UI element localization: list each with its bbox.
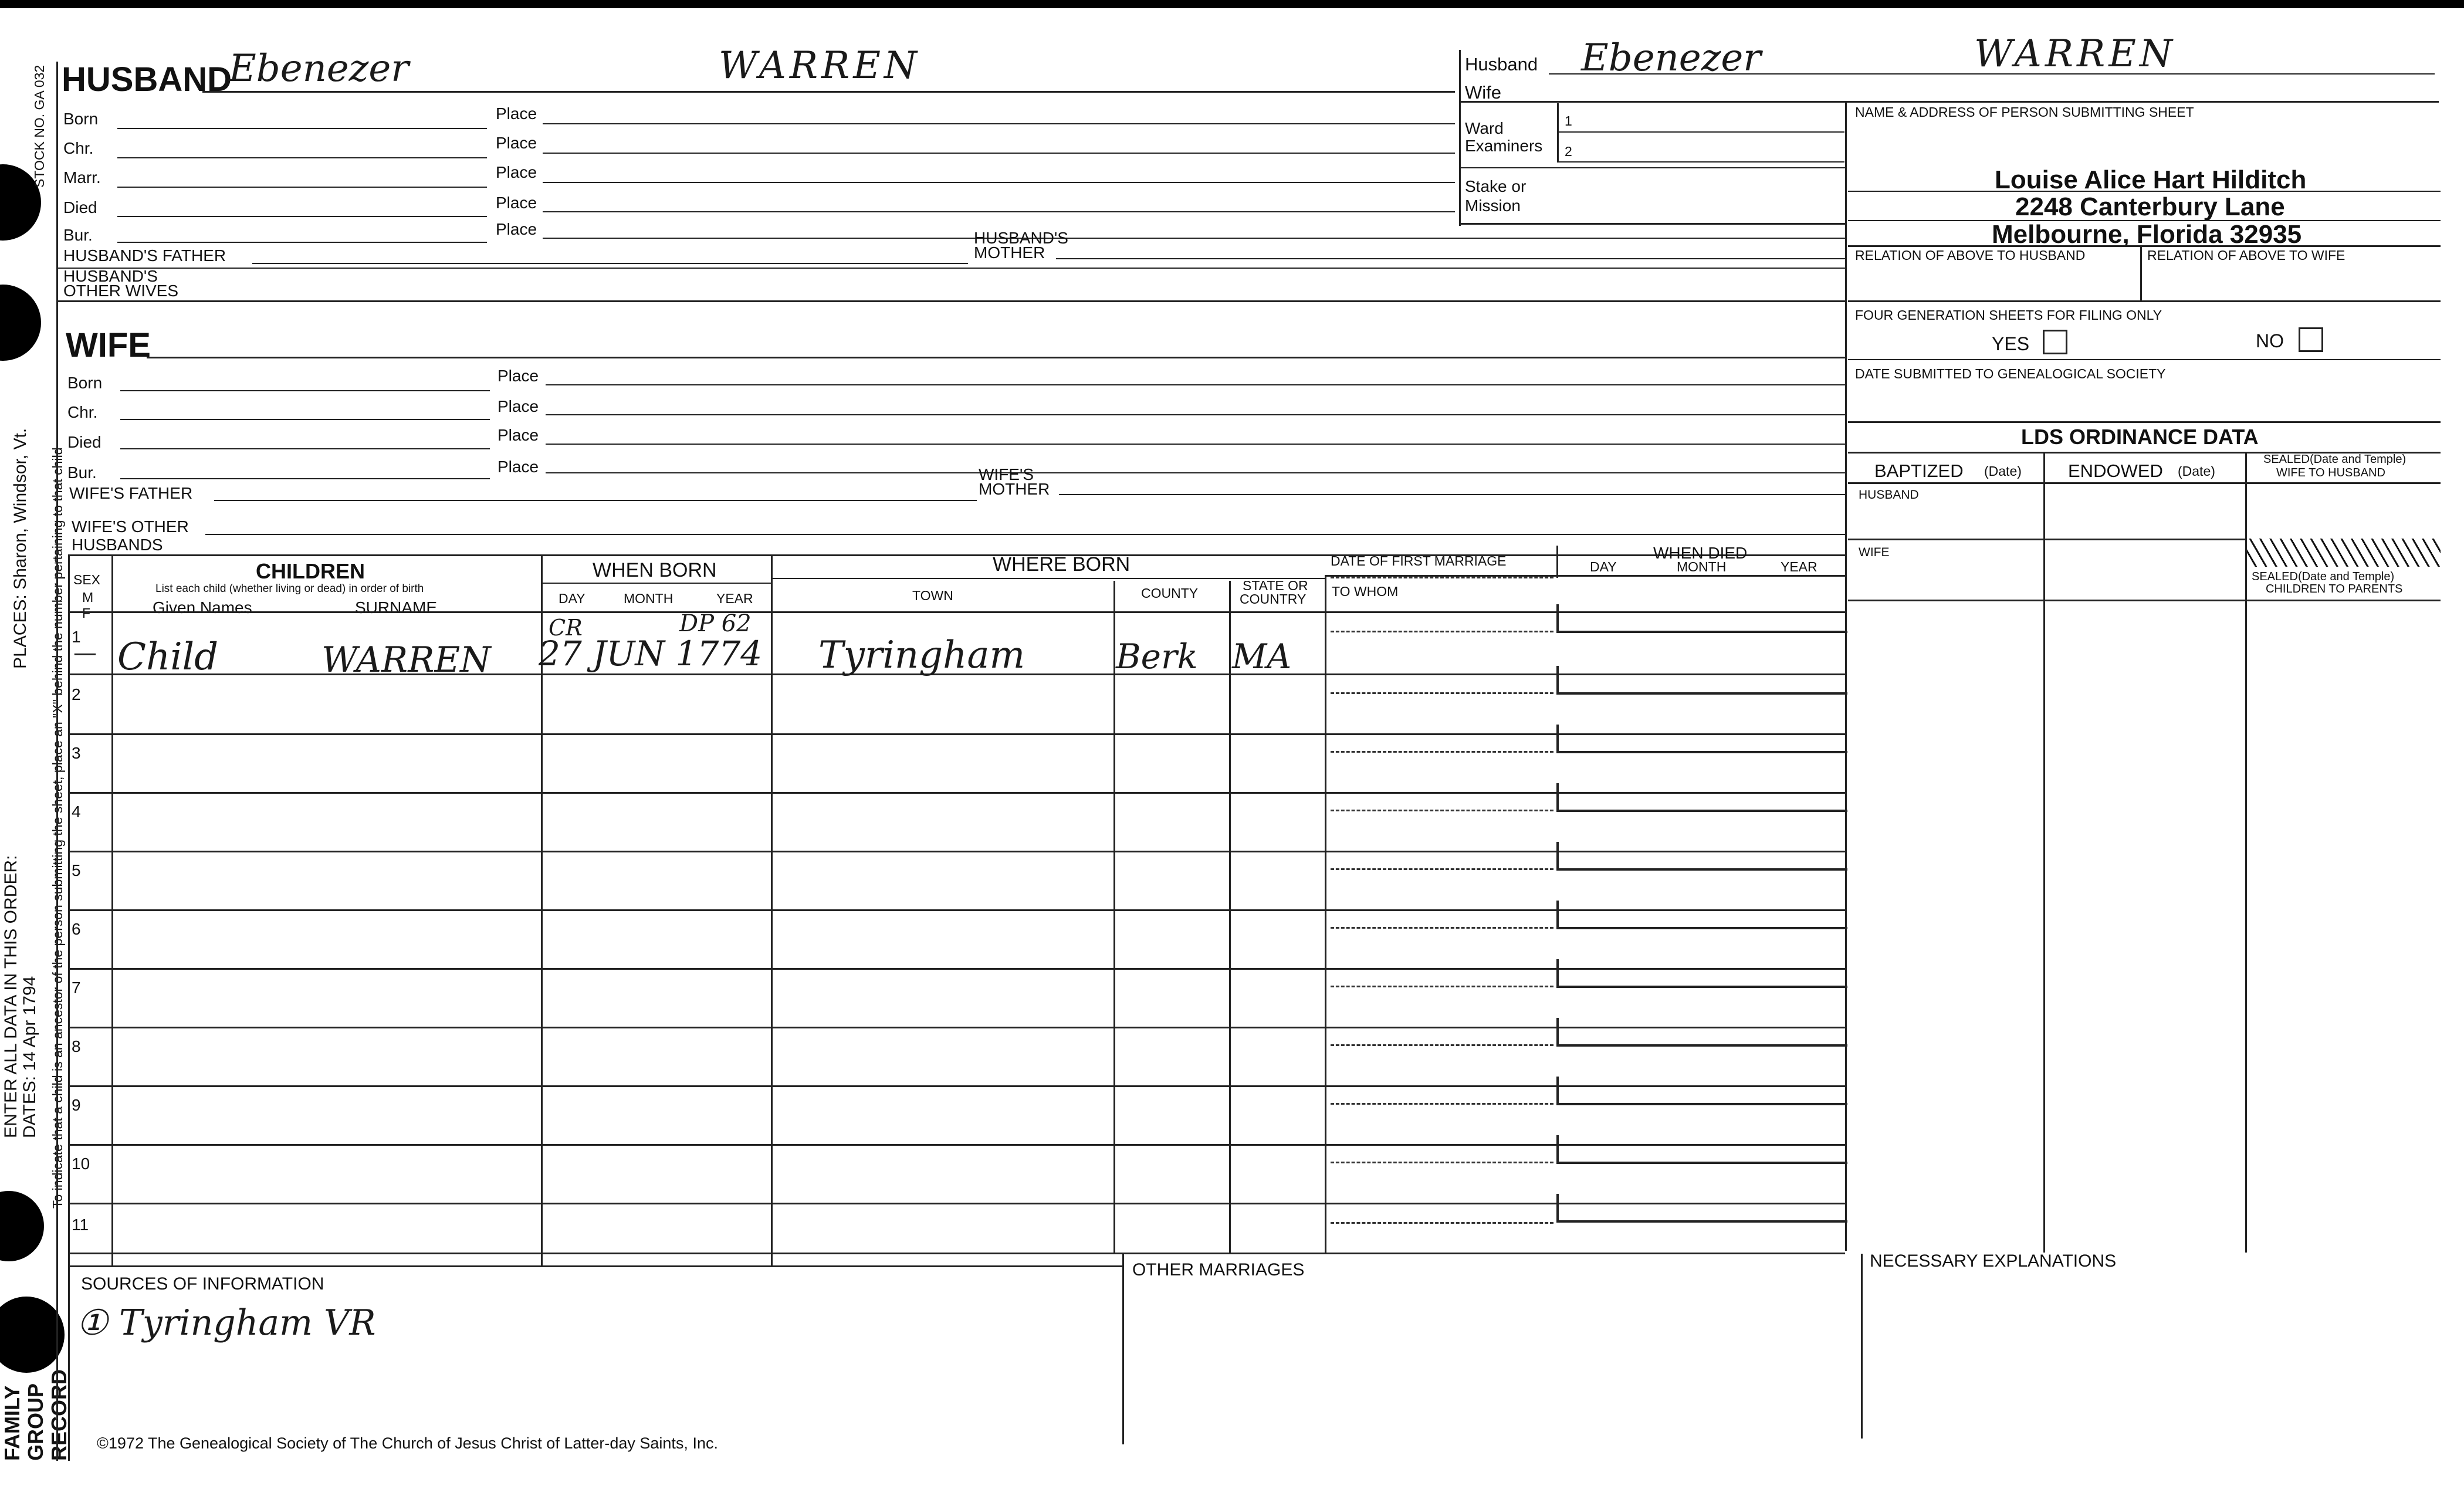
husband-died-place-line: [543, 211, 1455, 212]
died-date-bracket: [1556, 604, 1847, 633]
husband-mother-label-2: MOTHER: [974, 243, 1045, 262]
dates-note: DATES: 14 Apr 1794: [20, 976, 39, 1138]
punch-hole: [0, 1191, 44, 1261]
date-submitted-label: DATE SUBMITTED TO GENEALOGICAL SOCIETY: [1855, 366, 2166, 381]
top-husband-label: Husband: [1465, 54, 1538, 75]
footer-top: [68, 1265, 1122, 1267]
row-number: 3: [72, 744, 81, 762]
lds-sealed-children-word: SEALED: [2252, 570, 2298, 583]
husband-other-wives-label-1: HUSBAND'S: [63, 267, 158, 285]
husband-died-label: Died: [63, 198, 97, 216]
wife-name-line: [147, 357, 1845, 358]
lds-husband-label: HUSBAND: [1859, 488, 1919, 502]
husband-other-wives-top: [57, 268, 1845, 269]
submitter-bottom: [1848, 245, 2441, 247]
husband-other-wives-label-2: OTHER WIVES: [63, 282, 179, 300]
wife-father-label: WIFE'S FATHER: [69, 484, 193, 502]
top-husband-surname[interactable]: WARREN: [1974, 32, 2176, 76]
born-year-header: YEAR: [716, 591, 753, 606]
died-date-bracket: [1556, 1194, 1847, 1223]
husband-born-line: [117, 128, 487, 129]
lds-endowed-header: ENDOWED: [2068, 461, 2163, 481]
husband-marr-place-line: [543, 182, 1455, 183]
lds-sealed-children-2: CHILDREN TO PARENTS: [2266, 583, 2403, 595]
punch-hole: [0, 1297, 65, 1373]
row-number: 7: [72, 979, 81, 997]
husband-bur-place-line: [543, 238, 1845, 239]
form-left-border: [56, 62, 58, 1461]
col-town-divider: [1113, 581, 1115, 1253]
husband-died-place-label: Place: [496, 194, 537, 212]
ward-2-number: 2: [1565, 144, 1572, 159]
born-month-header: MONTH: [624, 591, 673, 606]
marriage-date-dash: [1331, 1162, 1553, 1163]
husband-born-place-line: [543, 123, 1455, 124]
given-names-header: Given Names: [153, 598, 252, 617]
ward-divider: [1557, 103, 1559, 162]
enter-all-order: ENTER ALL DATA IN THIS ORDER:: [1, 855, 21, 1138]
lds-title: LDS ORDINANCE DATA: [2021, 425, 2259, 449]
relation-husband-label: RELATION OF ABOVE TO HUSBAND: [1855, 248, 2086, 263]
husband-chr-place-line: [543, 153, 1455, 154]
wife-died-place-line: [546, 444, 1845, 445]
wife-other-husbands-line: [205, 534, 1845, 535]
town-header: TOWN: [912, 588, 953, 603]
row-number: 11: [72, 1216, 89, 1234]
top-right-box-left: [1459, 50, 1461, 226]
footer-left: [68, 1267, 70, 1461]
four-gen-no-label: NO: [2256, 330, 2284, 351]
source-entry[interactable]: ① Tyringham VR: [76, 1302, 376, 1343]
lds-sealed-header-2: WIFE TO HUSBAND: [2276, 466, 2385, 479]
sources-label: SOURCES OF INFORMATION: [81, 1274, 324, 1294]
row-line: [68, 1253, 1845, 1254]
died-day-header: DAY: [1590, 559, 1617, 574]
row-number: 1: [72, 628, 81, 646]
wife-died-line: [120, 448, 490, 449]
row-number: 5: [72, 861, 81, 879]
necessary-explanations-label: NECESSARY EXPLANATIONS: [1870, 1251, 2117, 1271]
marriage-date-dash: [1331, 1044, 1553, 1046]
submitter-label: NAME & ADDRESS OF PERSON SUBMITTING SHEET: [1855, 104, 2194, 120]
stake-bottom-line: [1459, 223, 1845, 225]
child-1-birth-date[interactable]: 27 JUN 1774: [539, 634, 763, 673]
died-date-bracket: [1556, 783, 1847, 812]
row-number: 4: [72, 803, 81, 821]
ward-2-line: [1557, 161, 1844, 163]
when-born-header-line: [541, 583, 771, 584]
stock-number: STOCK NO. GA 032: [32, 65, 47, 188]
when-born-header: WHEN BORN: [593, 559, 717, 581]
child-1-county[interactable]: Berk: [1116, 637, 1198, 676]
lds-baptized-date-note: (Date): [1984, 463, 2022, 479]
examiners-label: Examiners: [1465, 137, 1543, 155]
husband-died-line: [117, 216, 487, 217]
marriage-date-dash: [1331, 927, 1553, 929]
died-date-bracket: [1556, 1077, 1847, 1105]
mission-label: Mission: [1465, 197, 1521, 215]
copyright-notice: ©1972 The Genealogical Society of The Church of Jesus Christ of Latter-day Saints, Inc.: [97, 1434, 718, 1452]
sex-f: F: [82, 605, 91, 621]
child-1-state[interactable]: MA: [1232, 637, 1292, 676]
wife-born-place-line: [546, 384, 1845, 385]
submitter-name: Louise Alice Hart Hilditch: [1995, 165, 2307, 194]
died-date-bracket: [1556, 725, 1847, 753]
lds-sealed-word: SEALED: [2263, 453, 2310, 466]
lds-sealed-header-1: [2263, 453, 2406, 466]
lds-hatched-cell: [2247, 539, 2441, 567]
submitter-city: Melbourne, Florida 32935: [1992, 220, 2302, 249]
wife-born-place-label: Place: [497, 367, 539, 385]
lds-divider-2: [2245, 452, 2247, 1253]
husband-heading: HUSBAND: [62, 60, 232, 99]
wife-chr-line: [120, 419, 490, 420]
husband-bur-line: [117, 242, 487, 243]
row-number: 9: [72, 1096, 81, 1114]
stake-top-line: [1459, 167, 1845, 168]
punch-hole: [0, 285, 41, 361]
died-header-line: [1325, 575, 1845, 577]
wife-father-line: [214, 500, 977, 501]
four-gen-no-checkbox[interactable]: [2299, 327, 2323, 352]
lds-sealed-children-date-note: (Date and Temple): [2297, 570, 2395, 583]
wife-mother-label-1: WIFE'S: [979, 465, 1034, 483]
row-number: 10: [72, 1155, 90, 1173]
ward-1-number: 1: [1565, 113, 1572, 128]
husband-name-line: [202, 91, 1455, 93]
lds-endowed-date-note: (Date): [2178, 463, 2215, 479]
husband-born-label: Born: [63, 110, 99, 128]
marriage-date-dash: [1331, 986, 1553, 987]
record-label: RECORD: [47, 1369, 71, 1461]
wife-mother-label-2: MOTHER: [979, 480, 1050, 498]
first-marriage-header: DATE OF FIRST MARRIAGE: [1331, 553, 1507, 568]
col-died-divider: [1556, 546, 1558, 578]
sex-m: M: [82, 590, 94, 605]
marriage-date-dash: [1331, 1103, 1553, 1105]
child-1-sex[interactable]: —: [73, 639, 97, 666]
relation-bottom: [1848, 300, 2441, 302]
to-whom-header: TO WHOM: [1332, 584, 1399, 599]
lds-wife-bottom: [1848, 600, 2441, 601]
husband-chr-place-label: Place: [496, 134, 537, 152]
wife-other-husbands-label-1: WIFE'S OTHER: [72, 517, 189, 536]
lds-divider-1: [2043, 452, 2045, 1253]
submitter-street: 2248 Canterbury Lane: [2015, 192, 2285, 221]
group-label: GROUP: [23, 1383, 48, 1461]
places-note: PLACES: Sharon, Windsor, Vt.: [11, 428, 30, 669]
where-born-header: WHERE BORN: [993, 553, 1131, 576]
wife-chr-place-line: [546, 414, 1845, 415]
husband-section-bottom: [57, 300, 1845, 302]
husband-surname[interactable]: WARREN: [719, 44, 920, 87]
husband-marr-label: Marr.: [63, 168, 101, 187]
ancestor-instruction: To indicate that a child is an ancestor of the person submitting the sheet, place an "X" behind the number pertaining to that child: [50, 447, 65, 1209]
relation-wife-label: RELATION OF ABOVE TO WIFE: [2147, 248, 2345, 263]
surname-header: SURNAME: [355, 598, 438, 617]
marriage-date-dash: [1331, 631, 1553, 632]
marriage-date-dash: [1331, 810, 1553, 811]
state-header-1: STATE OR: [1243, 578, 1308, 593]
child-1-surname[interactable]: WARREN: [321, 639, 491, 681]
wife-other-husbands-label-2: HUSBANDS: [72, 536, 163, 554]
marriage-date-dash: [1331, 692, 1553, 694]
four-gen-bottom: [1848, 359, 2441, 360]
row-number: 2: [72, 685, 81, 703]
wife-bur-line: [120, 478, 490, 479]
husband-mother-label-1: HUSBAND'S: [974, 229, 1068, 247]
county-header: COUNTY: [1141, 585, 1199, 601]
top-wife-label: Wife: [1465, 82, 1501, 103]
child-1-cr-note[interactable]: CR: [549, 615, 583, 641]
wife-chr-place-label: Place: [497, 397, 539, 415]
husband-chr-line: [117, 157, 487, 158]
sex-header: SEX: [73, 572, 101, 587]
family-label: FAMILY: [0, 1385, 24, 1461]
other-marriages-label: OTHER MARRIAGES: [1132, 1260, 1305, 1280]
top-border: [0, 0, 2464, 8]
four-gen-label: FOUR GENERATION SHEETS FOR FILING ONLY: [1855, 307, 2162, 323]
wife-mother-line: [1059, 494, 1845, 495]
wife-died-place-label: Place: [497, 426, 539, 444]
lds-sealed-children-1: [2252, 570, 2394, 584]
died-year-header: YEAR: [1781, 559, 1817, 574]
marriage-date-dash: [1331, 1222, 1553, 1224]
stake-label: Stake or: [1465, 177, 1527, 195]
marriage-date-dash: [1331, 751, 1553, 753]
child-1-town[interactable]: Tyringham: [818, 634, 1025, 677]
wife-born-label: Born: [67, 374, 103, 392]
four-gen-yes-label: YES: [1992, 333, 2030, 354]
husband-marr-place-label: Place: [496, 163, 537, 181]
wife-bur-place-line: [546, 472, 1845, 473]
date-submitted-bottom: [1848, 421, 2441, 423]
died-date-bracket: [1556, 842, 1847, 871]
top-wife-line: [1459, 101, 2439, 103]
husband-bur-label: Bur.: [63, 226, 93, 244]
husband-bur-place-label: Place: [496, 220, 537, 238]
died-date-bracket: [1556, 901, 1847, 929]
wife-bur-place-label: Place: [497, 458, 539, 476]
ward-1-line: [1557, 131, 1844, 133]
lds-baptized-header: BAPTIZED: [1874, 461, 1964, 481]
children-header: CHILDREN: [256, 559, 365, 583]
died-date-bracket: [1556, 959, 1847, 988]
wife-died-label: Died: [67, 433, 101, 451]
child-1-dp-note[interactable]: DP 62: [679, 610, 752, 637]
husband-born-place-label: Place: [496, 104, 537, 123]
explanations-divider: [1861, 1254, 1863, 1439]
ward-label: Ward: [1465, 119, 1504, 137]
husband-father-label: HUSBAND'S FATHER: [63, 246, 226, 265]
when-died-header: WHEN DIED: [1653, 544, 1748, 562]
lds-wife-label: WIFE: [1859, 546, 1890, 559]
wife-heading: WIFE: [66, 326, 151, 364]
died-date-bracket: [1556, 1018, 1847, 1047]
wife-chr-label: Chr.: [67, 403, 98, 421]
husband-marr-line: [117, 187, 487, 188]
col-state-divider: [1325, 575, 1326, 1253]
wife-born-line: [120, 390, 490, 391]
child-1-given-name[interactable]: Child: [117, 635, 219, 679]
col-county-divider: [1229, 581, 1231, 1253]
four-gen-yes-checkbox[interactable]: [2043, 330, 2067, 354]
lds-sealed-date-note: (Date and Temple): [2309, 453, 2407, 466]
born-day-header: DAY: [559, 591, 585, 606]
row-number: 6: [72, 920, 81, 938]
submitter-line-1: [1848, 191, 2441, 192]
first-marriage-dash: [1331, 577, 1553, 578]
lds-header-bottom: [1848, 482, 2441, 484]
husband-father-line: [252, 263, 968, 264]
husband-chr-label: Chr.: [63, 139, 94, 157]
husband-mother-line: [1056, 258, 1845, 259]
husband-given-name[interactable]: Ebenezer: [229, 47, 409, 90]
died-month-header: MONTH: [1677, 559, 1727, 574]
relation-divider: [2140, 245, 2142, 301]
children-list-note: List each child (whether living or dead) in order of birth: [155, 583, 424, 595]
state-header-2: COUNTRY: [1240, 591, 1307, 607]
top-husband-given[interactable]: Ebenezer: [1581, 36, 1761, 80]
other-marriages-divider: [1122, 1254, 1124, 1444]
wife-bur-label: Bur.: [67, 463, 97, 482]
row-number: 8: [72, 1037, 81, 1055]
died-date-bracket: [1556, 666, 1847, 695]
marriage-date-dash: [1331, 868, 1553, 870]
wife-section-bottom: [68, 554, 1845, 556]
died-date-bracket: [1556, 1135, 1847, 1164]
